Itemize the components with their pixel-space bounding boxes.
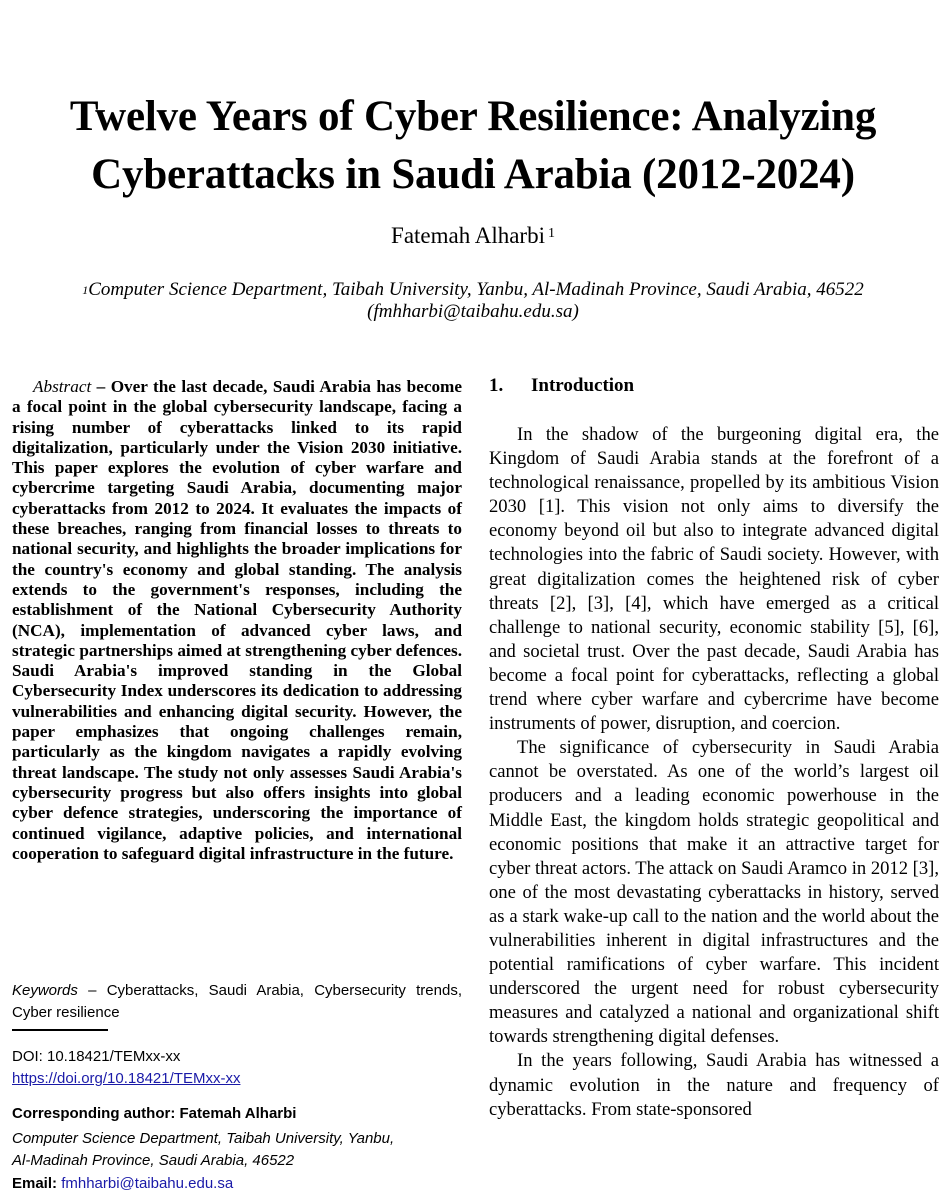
section-title: Introduction [531,375,635,396]
section-heading-introduction [489,374,939,398]
abstract-dash: – [91,377,111,396]
email-line [12,1173,462,1195]
corresponding-affiliation-line-1: Computer Science Department, Taibah University, Yanbu, [12,1130,395,1147]
author-line [0,222,946,250]
email-address[interactable]: fmhharbi@taibahu.edu.sa [61,1175,234,1192]
corresponding-author: Corresponding author: Fatemah Alharbi [12,1105,297,1122]
keywords-dash: – [77,982,107,999]
doi-text: DOI: 10.18421/TEMxx-xx [12,1048,181,1065]
corresponding-affiliation [12,1128,462,1172]
keywords [12,980,462,1024]
footnote-divider [12,1029,108,1031]
abstract-text: Over the last decade, Saudi Arabia has become a focal point in the global cybersecurity landscape, facing a rising number of cyberattacks linked to its rapid digitalization, particularly under the Vision 2030 initiative. This paper explores the evolution of cyber warfare and cybercrime targeting Saudi Arabia, documenting major cyberattacks from 2012 to 2024. It evaluates the impacts of these breaches, ranging from financial losses to threats to national security, and highlights the broader implications for the country's economy and global standing. The analysis extends to the government's responses, including the establishment of the National Cybersecurity Authority (NCA), implementation of advanced cyber laws, and strategic partnerships aimed at strengthening cyber defences. Saudi Arabia's improved standing in the Global Cybersecurity Index underscores its dedication to addressing vulnerabilities and enhancing digital security. However, the paper emphasizes that ongoing challenges remain, particularly as the kingdom navigates a rapidly evolving threat landscape. The study not only assesses Saudi Arabia's cybersecurity progress but also offers insights into global cyber defence strategies, underscoring the importance of continued vigilance, adaptive policies, and international cooperation to safeguard digital infrastructure in the future. [12,377,462,863]
section-number: 1. [489,375,504,396]
title-line-2: Cyberattacks in Saudi Arabia (2012-2024) [91,151,855,198]
author-name: Fatemah Alharbi [391,223,545,248]
keywords-label: Keywords [12,982,78,999]
title-line-1: Twelve Years of Cyber Resilience: Analyzing [69,93,877,140]
introduction-body [489,423,939,1122]
affiliation-block [0,279,946,323]
paper-title [0,88,946,204]
affiliation-line [0,279,946,301]
intro-paragraph-2: The significance of cybersecurity in Saudi Arabia cannot be overstated. As one of the world’s largest oil producers and a leading economic powerhouse in the Middle East, the kingdom holds strategic geopolitical and economic positions that make it an attractive target for cyber threat actors. The attack on Saudi Aramco in 2012 [3], one of the most devastating cyberattacks in history, served as a stark wake-up call to the nation and the world about the vulnerabilities inherent in digital infrastructures and the potential ramifications of cyber warfare. This incident underscored the urgent need for robust cybersecurity measures and catalyzed a national and organizational shift towards strengthening digital defenses. [489,737,939,1048]
affiliation-text: Computer Science Department, Taibah University, Yanbu, Al-Madinah Province, Saudi Arabia, 46522 [88,279,864,300]
abstract [12,377,462,864]
corresponding-affiliation-line-2: Al-Madinah Province, Saudi Arabia, 46522 [12,1152,295,1169]
doi-link[interactable]: https://doi.org/10.18421/TEMxx-xx [12,1070,241,1087]
author-superscript: 1 [547,226,555,241]
intro-paragraph-1: In the shadow of the burgeoning digital era, the Kingdom of Saudi Arabia stands at the forefront of a technological renaissance, propelled by its ambitious Vision 2030 [1]. This vision not only aims to diversify the economy beyond oil but also to integrate advanced digital technologies into the fabric of Saudi society. However, with great digitalization comes the heightened risk of cyber threats [2], [3], [4], which have emerged as a critical challenge to national security, economic stability [5], [6], and societal trust. Over the past decade, Saudi Arabia has become a focal point for cyberattacks, reflecting a global trend where cyber warfare and cybercrime have become instruments of power, disruption, and coercion. [489,424,939,735]
intro-paragraph-3: In the years following, Saudi Arabia has witnessed a dynamic evolution in the nature and frequency of cyberattacks. From state-sponsored [489,1050,939,1120]
keywords-text: Cyberattacks, Saudi Arabia, Cybersecurity trends, Cyber resilience [12,982,462,1021]
abstract-label: Abstract [33,377,92,396]
affiliation-superscript: 1 [82,283,89,297]
email-label: Email: [12,1175,58,1192]
affiliation-email: (fmhharbi@taibahu.edu.sa) [367,301,579,322]
